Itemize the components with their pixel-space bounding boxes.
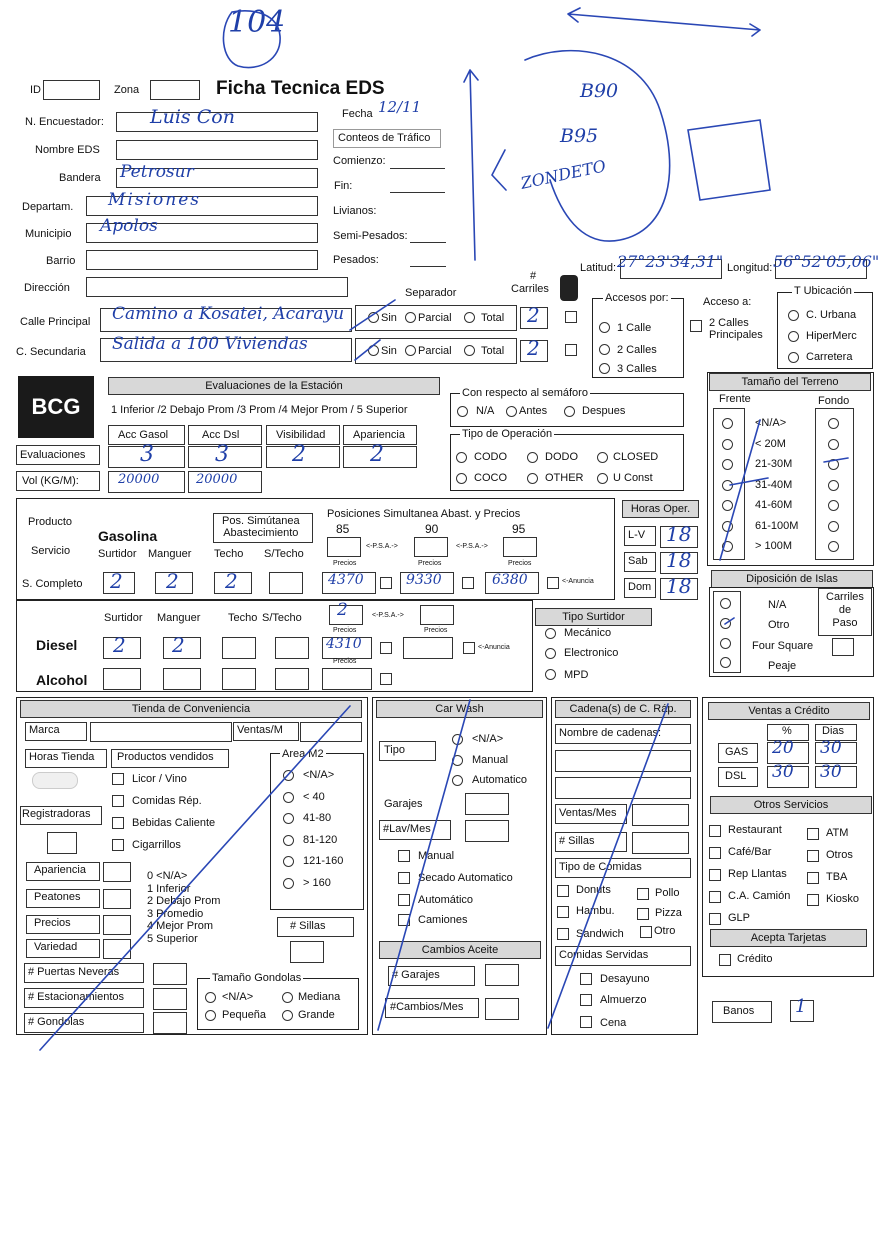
trafico-livianos: Livianos: <box>333 205 377 217</box>
tienda-registradoras: Registradoras <box>22 808 91 820</box>
acceso-3calles: 3 Calles <box>617 363 657 375</box>
direccion-label: Dirección <box>24 282 70 294</box>
cadena-header: Cadena(s) de C. Ráp. <box>555 700 691 718</box>
sketch-b95: B95 <box>560 125 599 147</box>
otros-servicios-header: Otros Servicios <box>710 796 872 814</box>
tarjetas-header: Acepta Tarjetas <box>710 929 867 947</box>
carriles-1-value: 2 <box>527 303 540 327</box>
gond-mediana: Mediana <box>298 991 341 1003</box>
comida-donuts: Donuts <box>576 884 611 896</box>
trafico-fin: Fin: <box>334 180 353 192</box>
pen-line-cadena <box>548 704 668 1028</box>
trafico-semi: Semi-Pesados: <box>333 230 408 242</box>
precios-95-label: Precios <box>508 560 532 567</box>
carriles-2-value: 2 <box>527 336 540 360</box>
area-option: 81-120 <box>303 833 338 846</box>
cadena-servidas: Comidas Servidas <box>559 949 649 961</box>
depto-value: Misiones <box>108 190 201 210</box>
id-label: ID <box>30 84 41 96</box>
cw-item-secado: Secado Automatico <box>418 872 513 884</box>
bcg-logo: BCG <box>18 376 94 438</box>
longitud-label: Longitud: <box>727 262 773 274</box>
comida-otro: Otro <box>654 925 676 937</box>
prod-cigarrillos: Cigarrillos <box>132 839 181 851</box>
tienda-ventas: Ventas/M <box>237 724 283 736</box>
credito-dsl: DSL <box>725 770 747 782</box>
area-option: <N/A> <box>303 769 335 781</box>
trafico-header-text: Conteos de Tráfico <box>338 132 431 144</box>
terreno-option: < 20M <box>755 437 786 450</box>
eval-val-accgasol-text: 3 <box>140 442 154 467</box>
pen-sketch-box <box>688 120 770 200</box>
pen-circle-top <box>223 11 280 68</box>
calle-principal-value: Camino a Kosatei, Acarayu <box>112 304 345 324</box>
encuestador-label: N. Encuestador: <box>25 116 104 128</box>
psa-90-arrow: <-P.S.A.-> <box>456 543 488 550</box>
tienda-puertas: # Puertas Neveras <box>28 966 120 978</box>
tienda-scale-item: 2 Debajo Prom <box>147 895 221 907</box>
acceso-a-label: Acceso a: <box>703 296 752 308</box>
pen-sketch-polygon <box>525 51 670 241</box>
prod-licor: Licor / Vino <box>132 773 187 785</box>
servicio-label: ATM <box>826 827 849 839</box>
sep2-parcial: Parcial <box>418 345 452 357</box>
carwash-garajes: Garajes <box>384 798 423 810</box>
ubic-hiper: HiperMerc <box>806 330 857 342</box>
op-coco: COCO <box>474 472 507 484</box>
pen-vertical-line <box>464 70 478 260</box>
cw-auto: Automatico <box>472 774 528 786</box>
servicio-label: Café/Bar <box>728 846 772 858</box>
comida-hambu: Hambu. <box>576 905 615 917</box>
area-option: 41-80 <box>303 812 332 824</box>
cadena-tipo: Tipo de Comidas <box>559 861 642 873</box>
horas-sab-value: 18 <box>666 548 692 572</box>
municipio-value: Apolos <box>100 216 158 236</box>
handwritten-top-number: 104 <box>228 5 286 40</box>
precios-85-label: Precios <box>333 560 357 567</box>
carwash-lav: #Lav/Mes <box>383 823 431 835</box>
pen-bracket <box>492 150 506 190</box>
sketch-zona: ZONDETO <box>518 156 608 193</box>
carwash-header: Car Wash <box>376 700 543 718</box>
horas-header: Horas Oper. <box>622 500 699 518</box>
gas-manguer-value: 2 <box>166 569 179 593</box>
credito-dsl-pct-value: 30 <box>772 762 794 782</box>
cambios-mes: #Cambios/Mes <box>390 1001 464 1013</box>
operacion-label: Tipo de Operación <box>462 428 553 440</box>
zona-label: Zona <box>114 84 140 96</box>
eval-val-apariencia-text: 2 <box>370 442 384 467</box>
cambios-garajes: # Garajes <box>392 969 440 981</box>
dsl-precios-label-3: Precios <box>333 658 357 665</box>
terreno-fondo: Fondo <box>818 395 850 407</box>
servicio-label: GLP <box>728 912 751 924</box>
terreno-option: 31-40M <box>755 478 793 491</box>
terreno-option: 61-100M <box>755 519 799 532</box>
tienda-horas: Horas Tienda <box>29 751 95 763</box>
tienda-marca: Marca <box>29 724 60 736</box>
tienda-productos: Productos vendidos <box>117 751 214 763</box>
separador-label: Separador <box>405 287 457 299</box>
pen-line-tienda <box>40 706 350 1050</box>
eval-col-visibilidad-label: Visibilidad <box>276 429 326 441</box>
cadena-sillas: # Sillas <box>559 835 595 847</box>
servida-desayuno: Desayuno <box>600 973 650 985</box>
credito-dsl-dias-value: 30 <box>820 762 842 782</box>
gas-servicio: Servicio <box>31 545 71 557</box>
cw-item-manual: Manual <box>418 850 455 862</box>
sep1-sin: Sin <box>381 312 397 324</box>
precios-90-label: Precios <box>418 560 442 567</box>
dsl-surtidor-value: 2 <box>113 633 126 657</box>
prod-comidas: Comidas Rép. <box>132 795 202 807</box>
latitud-label: Latitud: <box>580 262 617 274</box>
area-option: 121-160 <box>303 855 344 867</box>
area-option: > 160 <box>303 876 331 889</box>
semaforo-na: N/A <box>476 405 495 417</box>
eval-col-accdsl-label: Acc Dsl <box>202 429 240 441</box>
pen-line-carwash <box>378 700 470 1030</box>
gond-grande: Grande <box>298 1009 335 1021</box>
nombre-label: Nombre EDS <box>35 144 100 156</box>
gas-surtidor-label: Surtidor <box>98 548 137 560</box>
tienda-peatones: Peatones <box>34 891 81 903</box>
dsl-manguer-label: Manguer <box>157 612 201 624</box>
dsl-techo-label: Techo <box>228 612 258 624</box>
precio-95-value: 6380 <box>492 572 528 588</box>
dsl-manguer-value: 2 <box>172 633 185 657</box>
carriles-label: Carriles <box>511 283 549 295</box>
terreno-frente: Frente <box>719 393 751 405</box>
tienda-scale-item: 5 Superior <box>147 932 198 945</box>
tienda-scale-item: 0 <N/A> <box>147 870 188 882</box>
sep1-parcial: Parcial <box>418 312 452 324</box>
carwash-tipo: Tipo <box>384 744 405 756</box>
terreno-option: 41-60M <box>755 499 793 511</box>
credito-dias: Dias <box>822 725 845 737</box>
dsl-anuncia: <-Anuncia <box>478 644 510 651</box>
dsl-psa-value: 2 <box>337 600 348 620</box>
barrio-label: Barrio <box>46 255 76 267</box>
gas-surtidor-value: 2 <box>110 569 123 593</box>
op-codo: CODO <box>474 451 507 463</box>
islas-na: N/A <box>768 599 787 611</box>
dsl-precios-label-1: Precios <box>333 627 357 634</box>
encuestador-value: Luis Con <box>150 106 235 128</box>
fecha-label: Fecha <box>342 108 373 120</box>
pen-line-separador <box>355 340 380 360</box>
evaluaciones-row-label: Evaluaciones <box>20 449 86 461</box>
tienda-precios: Precios <box>34 917 71 929</box>
tienda-estac: # Estacionamientos <box>28 991 124 1003</box>
op-dodo: DODO <box>545 451 578 463</box>
cw-na: <N/A> <box>472 733 504 745</box>
servicio-label: Restaurant <box>728 824 782 836</box>
cw-item-camiones: Camiones <box>418 914 468 926</box>
gas-manguer-label: Manguer <box>148 548 192 560</box>
area-option: < 40 <box>303 790 325 803</box>
diesel-label: Diesel <box>36 637 78 653</box>
comida-sandwich: Sandwich <box>576 928 624 940</box>
pen-line-precios <box>720 420 760 560</box>
comida-pizza: Pizza <box>655 907 682 919</box>
sep2-total: Total <box>481 345 505 357</box>
scompleto-label: S. Completo <box>22 578 83 590</box>
islas-otro: Otro <box>768 619 790 631</box>
oct-95: 95 <box>512 522 526 536</box>
gas-techo-label: Techo <box>214 548 244 560</box>
pos-header: Posiciones Simultanea Abast. y Precios <box>327 508 521 520</box>
trafico-comienzo: Comienzo: <box>333 155 386 167</box>
islas-peaje: Peaje <box>768 660 797 672</box>
dsl-surtidor-label: Surtidor <box>104 612 143 624</box>
horas-dom-value: 18 <box>666 574 692 598</box>
pen-line-calle <box>350 300 395 330</box>
cw-item-auto: Automático <box>418 894 474 906</box>
tipo-surtidor-header: Tipo Surtidor <box>535 608 652 626</box>
semaforo-antes: Antes <box>519 405 548 417</box>
terreno-header: Tamaño del Terreno <box>709 373 871 391</box>
gas-gasolina: Gasolina <box>98 528 158 544</box>
dsl-precio-value: 4310 <box>326 636 362 652</box>
ubic-urbana: C. Urbana <box>806 309 857 321</box>
servicio-label: Otros <box>826 849 853 861</box>
gas-anuncia: <-Anuncia <box>562 578 594 585</box>
accesos-label: Accesos por: <box>605 292 669 304</box>
sep2-sin: Sin <box>381 345 397 357</box>
terreno-option: > 100M <box>755 540 792 552</box>
servicio-label: Rep Llantas <box>728 868 787 880</box>
semaforo-label: Con respecto al semáforo <box>462 387 588 399</box>
alcohol-label: Alcohol <box>36 672 88 688</box>
servicio-label: TBA <box>826 871 848 883</box>
gas-producto: Producto <box>28 516 73 528</box>
depto-label: Departam. <box>22 201 74 213</box>
dsl-stecho-label: S/Techo <box>262 612 302 624</box>
pos-sim-label: Pos. Simútanea Abastecimiento <box>222 515 300 539</box>
eval-col-accgasol-label: Acc Gasol <box>118 429 169 441</box>
surt-electronico: Electronico <box>564 647 619 659</box>
semaforo-despues: Despues <box>582 405 626 417</box>
longitud-value: 56°52'05,06" <box>773 252 880 271</box>
acceso-1calle: 1 Calle <box>617 322 652 334</box>
eval-val-visibilidad-text: 2 <box>292 442 306 467</box>
horas-lv-value: 18 <box>666 522 692 546</box>
gond-pequena: Pequeña <box>222 1009 267 1021</box>
acceso-2calles: 2 Calles <box>617 344 657 356</box>
terreno-option: 21-30M <box>755 458 793 470</box>
credito-gas: GAS <box>725 746 749 758</box>
precio-90-value: 9330 <box>406 572 442 588</box>
islas-carriles: Carriles de Paso <box>826 591 864 629</box>
gondolas-tam-label: Tamaño Gondolas <box>212 972 302 984</box>
surt-mecanico: Mecánico <box>564 627 612 639</box>
calle-principal-label: Calle Principal <box>20 316 91 328</box>
area-label: Area M2 <box>282 748 324 760</box>
tienda-scale-item: 1 Inferior <box>147 882 191 895</box>
psa-85-arrow: <-P.S.A.-> <box>366 543 398 550</box>
credito-gas-dias-value: 30 <box>820 738 842 758</box>
sketch-b90: B90 <box>580 80 619 102</box>
tienda-variedad: Variedad <box>34 941 78 953</box>
servicio-label: Kiosko <box>826 893 860 905</box>
calle-secundaria-label: C. Secundaria <box>16 346 86 358</box>
servicio-label: C.A. Camión <box>728 890 791 902</box>
credito-header: Ventas a Crédito <box>708 702 870 720</box>
surt-mpd: MPD <box>564 669 589 681</box>
horas-dom: Dom <box>628 581 652 593</box>
tienda-apariencia: Apariencia <box>34 864 86 876</box>
op-closed: CLOSED <box>613 451 659 463</box>
tarjetas-credito: Crédito <box>737 953 773 965</box>
gond-na: <N/A> <box>222 991 254 1003</box>
vol-label: Vol (KG/M): <box>22 475 79 487</box>
prod-bebidas: Bebidas Caliente <box>132 817 216 829</box>
pen-arrow-top-right <box>568 8 760 36</box>
sep1-total: Total <box>481 312 505 324</box>
dsl-psa-arrow: <-P.S.A.-> <box>372 612 404 619</box>
carriles-hash: # <box>530 270 537 282</box>
vol-dsl-value: 20000 <box>196 472 238 487</box>
banos-label: Banos <box>723 1005 755 1017</box>
fecha-value[interactable]: 12/11 <box>378 98 422 116</box>
tienda-scale-item: 4 Mejor Prom <box>147 920 214 932</box>
servida-cena: Cena <box>600 1017 627 1029</box>
horas-lv: L-V <box>628 529 646 541</box>
calle-secundaria-value: Salida a 100 Viviendas <box>112 334 308 354</box>
op-other: OTHER <box>545 472 584 484</box>
comida-pollo: Pollo <box>655 887 680 899</box>
municipio-label: Municipio <box>25 228 72 240</box>
bandera-value: Petrosur <box>120 162 194 182</box>
terreno-option: <N/A> <box>755 417 787 429</box>
tienda-scale-item: 3 Promedio <box>147 907 204 920</box>
precio-85-value: 4370 <box>328 572 364 588</box>
evaluaciones-scale: 1 Inferior /2 Debajo Prom /3 Prom /4 Mejor Prom / 5 Superior <box>111 404 408 416</box>
islas-header: Diposición de Islas <box>711 570 873 588</box>
op-uconst: U Const <box>613 472 653 484</box>
tienda-sillas: # Sillas <box>290 920 326 932</box>
vol-gas-value: 20000 <box>118 472 160 487</box>
banos-value: 1 <box>795 996 807 1017</box>
cadena-ventas: Ventas/Mes <box>559 807 617 819</box>
ubic-carretera: Carretera <box>806 351 853 363</box>
oct-85: 85 <box>336 522 350 536</box>
ubicacion-label: T Ubicación <box>794 285 852 297</box>
tienda-header: Tienda de Conveniencia <box>20 700 362 718</box>
evaluaciones-header: Evaluaciones de la Estación <box>108 377 440 395</box>
gas-stecho-label: S/Techo <box>264 548 304 560</box>
cambios-header: Cambios Aceite <box>379 941 541 959</box>
eval-val-accdsl-text: 3 <box>215 442 229 467</box>
bandera-label: Bandera <box>59 172 101 184</box>
latitud-value: 27°23'34,31" <box>617 252 724 271</box>
form-title: Ficha Tecnica EDS <box>216 78 385 99</box>
credito-pct: % <box>782 725 792 737</box>
calles-principales: 2 Calles Principales <box>709 317 763 341</box>
dsl-precios-label-2: Precios <box>424 627 448 634</box>
credito-gas-pct-value: 20 <box>772 738 794 758</box>
horas-sab: Sab <box>628 555 648 567</box>
oct-90: 90 <box>425 522 439 536</box>
islas-four: Four Square <box>752 640 814 652</box>
pen-mark-terreno <box>725 458 848 624</box>
tienda-gondolas: # Gondolas <box>28 1016 85 1028</box>
cadena-nombre: Nombre de cadenas: <box>559 727 662 739</box>
servida-almuerzo: Almuerzo <box>600 994 647 1006</box>
gas-techo-value: 2 <box>225 569 238 593</box>
trafico-pesados: Pesados: <box>333 254 379 266</box>
eval-col-apariencia-label: Apariencia <box>353 429 405 441</box>
cw-manual: Manual <box>472 754 509 766</box>
